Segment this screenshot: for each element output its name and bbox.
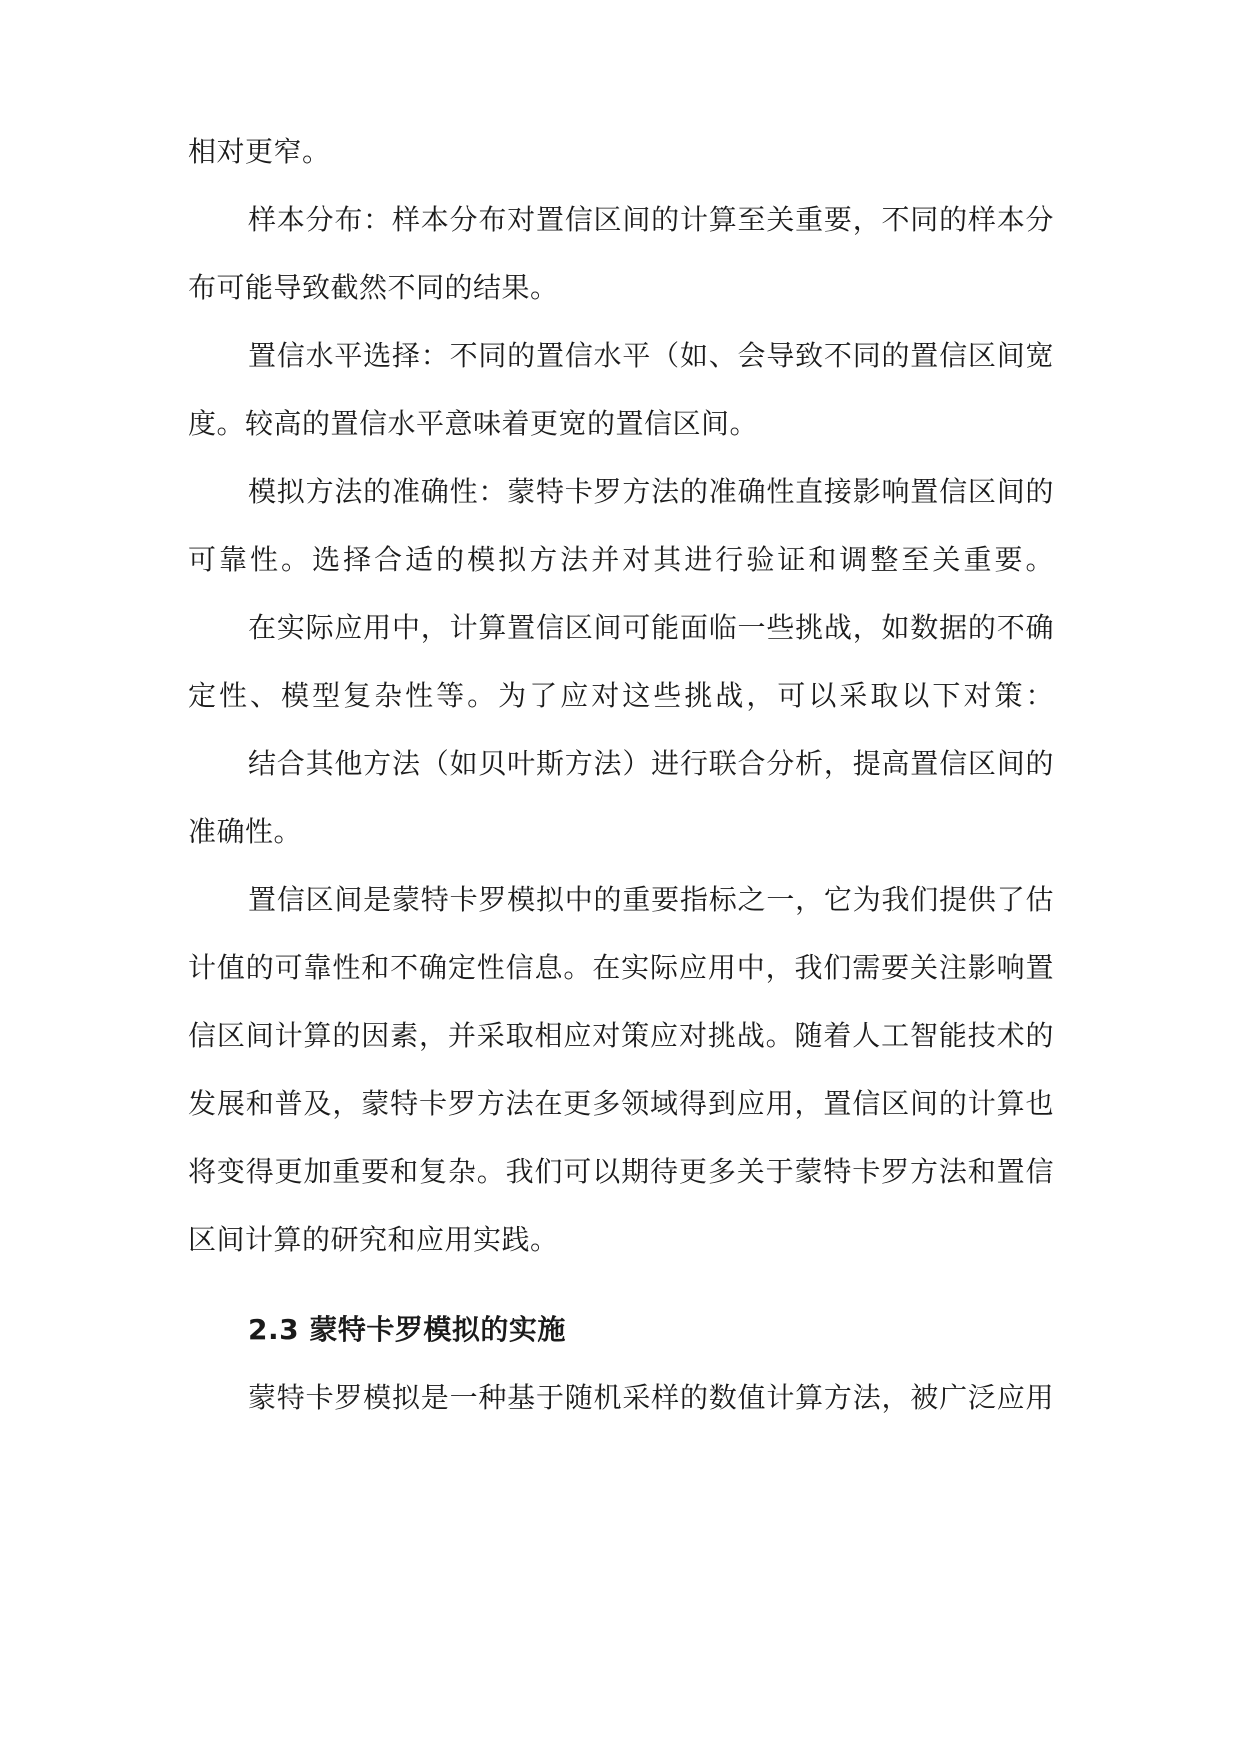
paragraph-line: 置信区间是蒙特卡罗模拟中的重要指标之一，它为我们提供了估: [248, 883, 1054, 916]
paragraph-line: 区间计算的研究和应用实践。: [188, 1223, 559, 1256]
paragraph-line: 结合其他方法（如贝叶斯方法）进行联合分析，提高置信区间的: [248, 747, 1054, 780]
paragraph-line: 模拟方法的准确性：蒙特卡罗方法的准确性直接影响置信区间的: [248, 475, 1054, 508]
paragraph-line: 将变得更加重要和复杂。我们可以期待更多关于蒙特卡罗方法和置信: [188, 1155, 1054, 1188]
paragraph-line: 计值的可靠性和不确定性信息。在实际应用中，我们需要关注影响置: [188, 951, 1054, 984]
paragraph-line: 蒙特卡罗模拟是一种基于随机采样的数值计算方法，被广泛应用: [248, 1381, 1054, 1414]
paragraph-line: 样本分布：样本分布对置信区间的计算至关重要，不同的样本分: [248, 203, 1054, 236]
paragraph-line: 布可能导致截然不同的结果。: [188, 271, 559, 304]
paragraph-line: 在实际应用中，计算置信区间可能面临一些挑战，如数据的不确: [248, 611, 1054, 644]
paragraph-line: 度。较高的置信水平意味着更宽的置信区间。: [188, 407, 759, 440]
paragraph-line: 置信水平选择：不同的置信水平（如、会导致不同的置信区间宽: [248, 339, 1054, 372]
paragraph-line: 信区间计算的因素，并采取相应对策应对挑战。随着人工智能技术的: [188, 1019, 1054, 1052]
paragraph-line: 可靠性。选择合适的模拟方法并对其进行验证和调整至关重要。: [188, 543, 1054, 576]
paragraph-line: 定性、模型复杂性等。为了应对这些挑战，可以采取以下对策：: [188, 679, 1054, 712]
paragraph-line: 相对更窄。: [188, 135, 331, 168]
section-heading: 2.3 蒙特卡罗模拟的实施: [248, 1313, 566, 1346]
paragraph-line: 准确性。: [188, 815, 303, 848]
paragraph-line: 发展和普及，蒙特卡罗方法在更多领域得到应用，置信区间的计算也: [188, 1087, 1054, 1120]
